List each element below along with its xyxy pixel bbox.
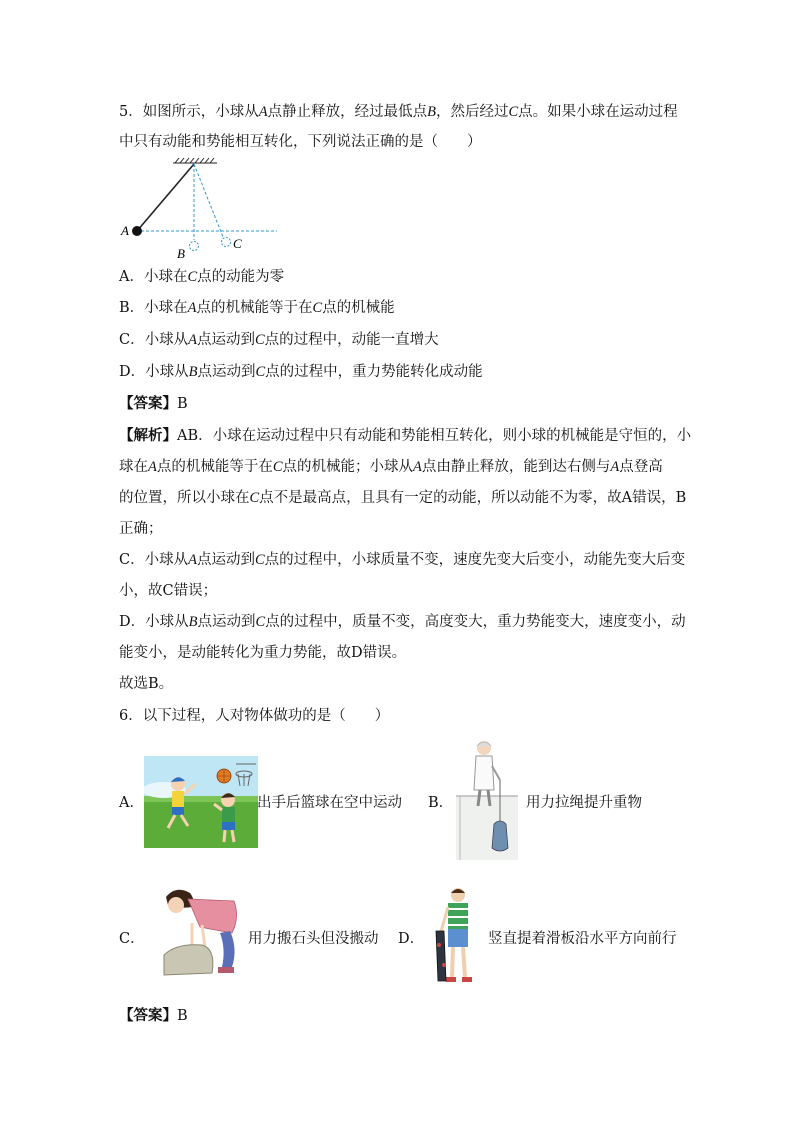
text: 点不是最高点，且具有一定的动能，所以动能不为零，故A错误，B xyxy=(259,490,687,506)
ceiling-hatch xyxy=(173,158,217,163)
text: 点运动到 xyxy=(197,364,256,380)
var: A xyxy=(188,332,197,348)
text: 点登高 xyxy=(619,459,663,475)
var-a: A xyxy=(258,104,268,120)
var: A xyxy=(148,459,157,475)
q5-analysis-line5 xyxy=(119,550,685,570)
skateboard-carry-image xyxy=(432,885,480,991)
pendulum-string xyxy=(137,164,194,231)
q5-option-a xyxy=(119,267,284,287)
q5-analysis-line8: 能变小，是动能转化为重力势能，故D错误。 xyxy=(119,645,407,661)
var-b: B xyxy=(427,104,436,120)
q6-stem: 6．以下过程，人对物体做功的是（ ） xyxy=(119,708,390,724)
answer-value: B xyxy=(177,1008,188,1024)
text: 点的动能为零 xyxy=(197,269,285,285)
text: 点由静止释放，能到达右侧与 xyxy=(421,459,611,475)
text: A．小球在 xyxy=(119,269,188,285)
text: 球在 xyxy=(119,459,148,475)
var: B xyxy=(188,364,198,380)
q6-option-b-text: 用力拉绳提升重物 xyxy=(526,795,642,811)
ball-b xyxy=(190,242,199,251)
var: A xyxy=(610,459,620,475)
var: A xyxy=(188,552,197,568)
q6-option-c-text: 用力搬石头但没搬动 xyxy=(248,931,379,947)
text: C．小球从 xyxy=(119,332,189,348)
q5-analysis-line7 xyxy=(119,612,686,632)
text: 点运动到 xyxy=(197,614,256,630)
q5-option-c xyxy=(119,330,439,350)
q6-option-c-label: C． xyxy=(119,931,145,947)
q5-stem-line2: 中只有动能和势能相互转化，下列说法正确的是（ ） xyxy=(119,134,482,150)
var: A xyxy=(413,459,422,475)
q6-option-d-label: D． xyxy=(398,931,425,947)
q5-analysis-line1 xyxy=(119,426,691,446)
text: D．小球从 xyxy=(119,364,189,380)
text: 点的机械能等于在 xyxy=(196,300,313,316)
text: 点的过程中，动能一直增大 xyxy=(264,332,439,348)
var: C xyxy=(255,364,266,380)
text: 点运动到 xyxy=(196,552,255,568)
analysis-tag: 【解析】 xyxy=(119,427,177,444)
answer-tag: 【答案】 xyxy=(119,395,177,412)
label-c: C xyxy=(233,236,242,251)
var: C xyxy=(249,490,260,506)
text: 点的过程中，质量不变，高度变大，重力势能变大，速度变小，动 xyxy=(265,614,686,630)
q6-option-a-label: A． xyxy=(119,795,144,811)
text: 点的过程中，小球质量不变，速度先变大后变小，动能先变大后变 xyxy=(264,552,686,568)
q5-analysis-line2 xyxy=(119,457,663,477)
var: C xyxy=(254,332,265,348)
rope-lifting-image xyxy=(456,738,518,860)
q6-option-b-label: B． xyxy=(428,795,454,811)
text: 点。如果小球在运动过程 xyxy=(518,104,678,120)
dashed-string-c xyxy=(194,164,223,237)
text: 点的机械能 xyxy=(322,300,395,316)
var: C xyxy=(255,614,266,630)
var: A xyxy=(187,300,197,316)
var: B xyxy=(188,614,198,630)
text: 点的过程中，重力势能转化成动能 xyxy=(265,364,483,380)
text: 5．如图所示，小球从 xyxy=(119,104,259,120)
q6-answer xyxy=(119,1006,188,1026)
q5-analysis-line9: 故选B。 xyxy=(119,676,174,692)
q6-option-d-text: 竖直提着滑板沿水平方向前行 xyxy=(488,931,677,947)
pendulum-figure xyxy=(119,155,279,263)
q6-option-a-text: 出手后篮球在空中运动 xyxy=(257,795,402,811)
text: C．小球从 xyxy=(119,552,189,568)
q5-option-b xyxy=(119,298,395,318)
text: AB．小球在运动过程中只有动能和势能相互转化，则小球的机械能是守恒的，小 xyxy=(177,428,692,444)
lifting-stone-image xyxy=(146,883,244,983)
text: ，然后经过 xyxy=(435,104,509,120)
ball-c xyxy=(222,238,231,247)
q5-analysis-line4: 正确； xyxy=(119,521,163,537)
text: 点静止释放，经过最低点 xyxy=(267,104,428,120)
ball-a xyxy=(132,226,142,236)
text: 的位置，所以小球在 xyxy=(119,490,250,506)
label-b: B xyxy=(177,246,185,261)
var-c: C xyxy=(508,104,519,120)
var: C xyxy=(254,552,265,568)
var: C xyxy=(312,300,323,316)
text: 点的机械能；小球从 xyxy=(282,459,414,475)
answer-value: B xyxy=(177,396,188,412)
basketball-kids-image xyxy=(144,756,258,848)
q5-analysis-line3 xyxy=(119,488,686,508)
q5-stem-line1 xyxy=(119,102,678,122)
text: B．小球在 xyxy=(119,300,188,316)
text: D．小球从 xyxy=(119,614,189,630)
text: 点运动到 xyxy=(196,332,255,348)
q5-answer xyxy=(119,394,188,414)
var: C xyxy=(187,269,198,285)
var: C xyxy=(272,459,283,475)
label-a: A xyxy=(121,223,129,238)
answer-tag: 【答案】 xyxy=(119,1007,177,1024)
text: 点的机械能等于在 xyxy=(156,459,273,475)
q5-option-d xyxy=(119,362,483,382)
q5-analysis-line6: 小，故C错误； xyxy=(119,583,218,599)
